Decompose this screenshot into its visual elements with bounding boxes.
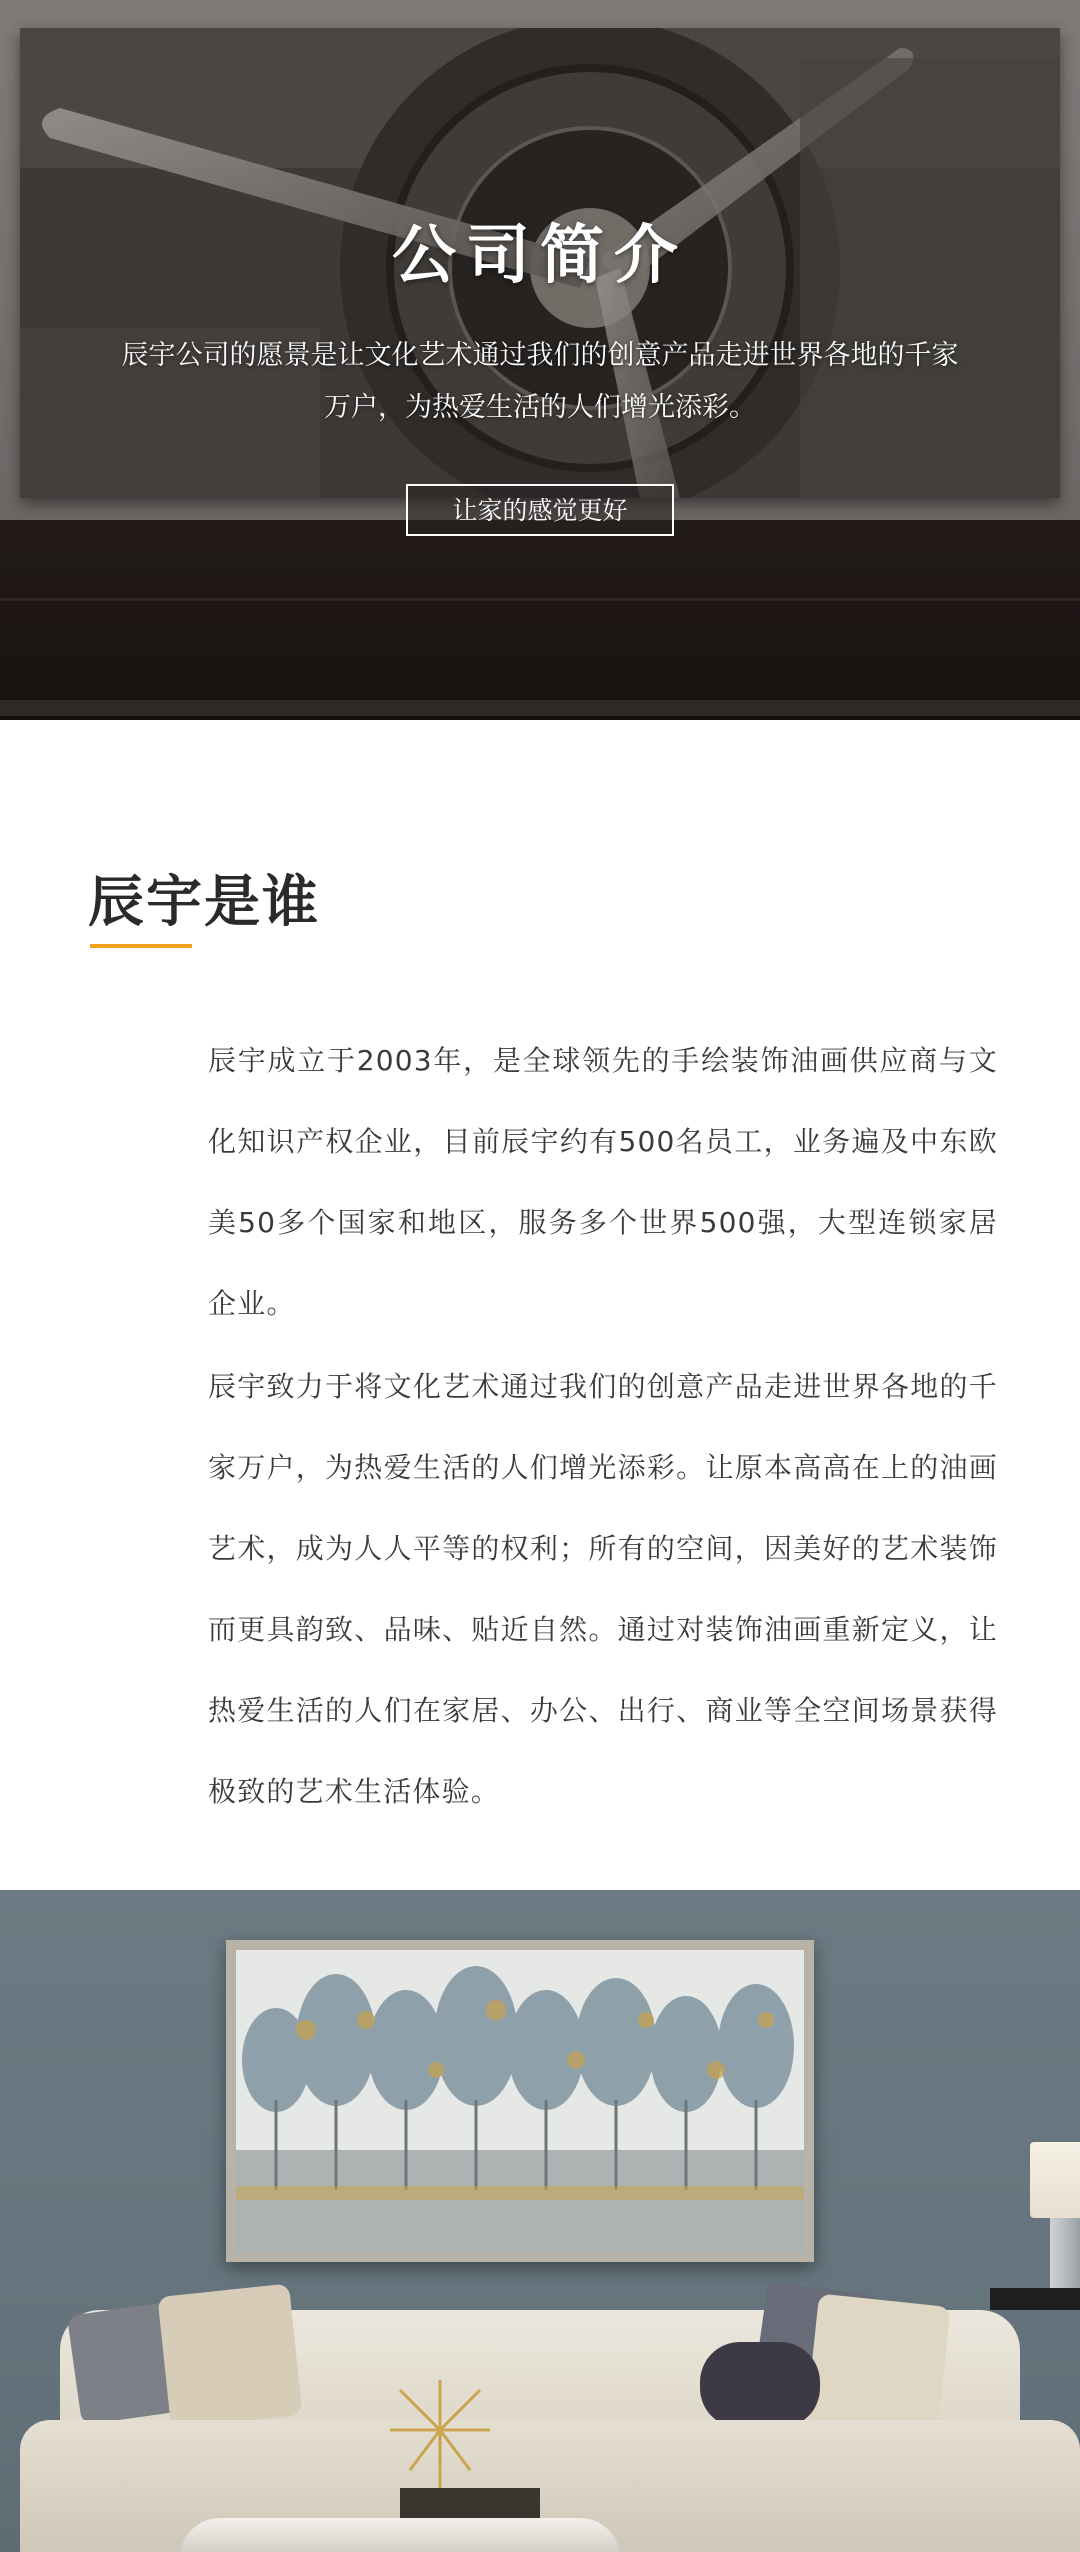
about-paragraph-1: 辰宇成立于2003年，是全球领先的手绘装饰油画供应商与文化知识产权企业，目前辰宇约有500名员工，业务遍及中东欧美50多个国家和地区，服务多个世界500强，大型连锁家居企业。 — [208, 1044, 998, 1320]
hero-slogan-button[interactable]: 让家的感觉更好 — [406, 484, 674, 536]
side-table — [990, 2288, 1080, 2310]
about-body — [208, 1020, 998, 1834]
hero-title: 公司简介 — [392, 219, 688, 293]
about-section — [0, 720, 1080, 1890]
hero-description-line2: 万户，为热爱生活的人们增光添彩。 — [324, 392, 756, 423]
hero-description-line1: 辰宇公司的愿景是让文化艺术通过我们的创意产品走进世界各地的千家 — [121, 340, 959, 371]
living-room-photo — [0, 1890, 1080, 2552]
cushion — [805, 2293, 950, 2438]
tree-painting — [236, 1950, 804, 2252]
heading-accent-underline — [90, 944, 192, 948]
tree-painting-frame — [226, 1940, 814, 2262]
birch-trees-illustration — [236, 1950, 804, 2252]
hero-banner — [0, 0, 1080, 720]
fur-cushion — [700, 2342, 820, 2428]
coffee-table — [180, 2518, 620, 2552]
table-lamp-base — [1050, 2218, 1080, 2288]
about-heading: 辰宇是谁 — [88, 870, 320, 935]
table-lamp-shade — [1030, 2142, 1080, 2218]
stacked-books — [400, 2488, 540, 2518]
about-paragraph-2: 辰宇致力于将文化艺术通过我们的创意产品走进世界各地的千家万户，为热爱生活的人们增光添彩。让原本高高在上的油画艺术，成为人人平等的权利；所有的空间，因美好的艺术装饰而更具韵致、品味、贴近自然。通过对装饰油画重新定义，让热爱生活的人们在家居、办公、出行、商业等全空间场景获得极致的艺术生活体验。 — [208, 1370, 998, 1808]
cushion — [157, 2283, 302, 2428]
hero-description — [90, 330, 990, 434]
